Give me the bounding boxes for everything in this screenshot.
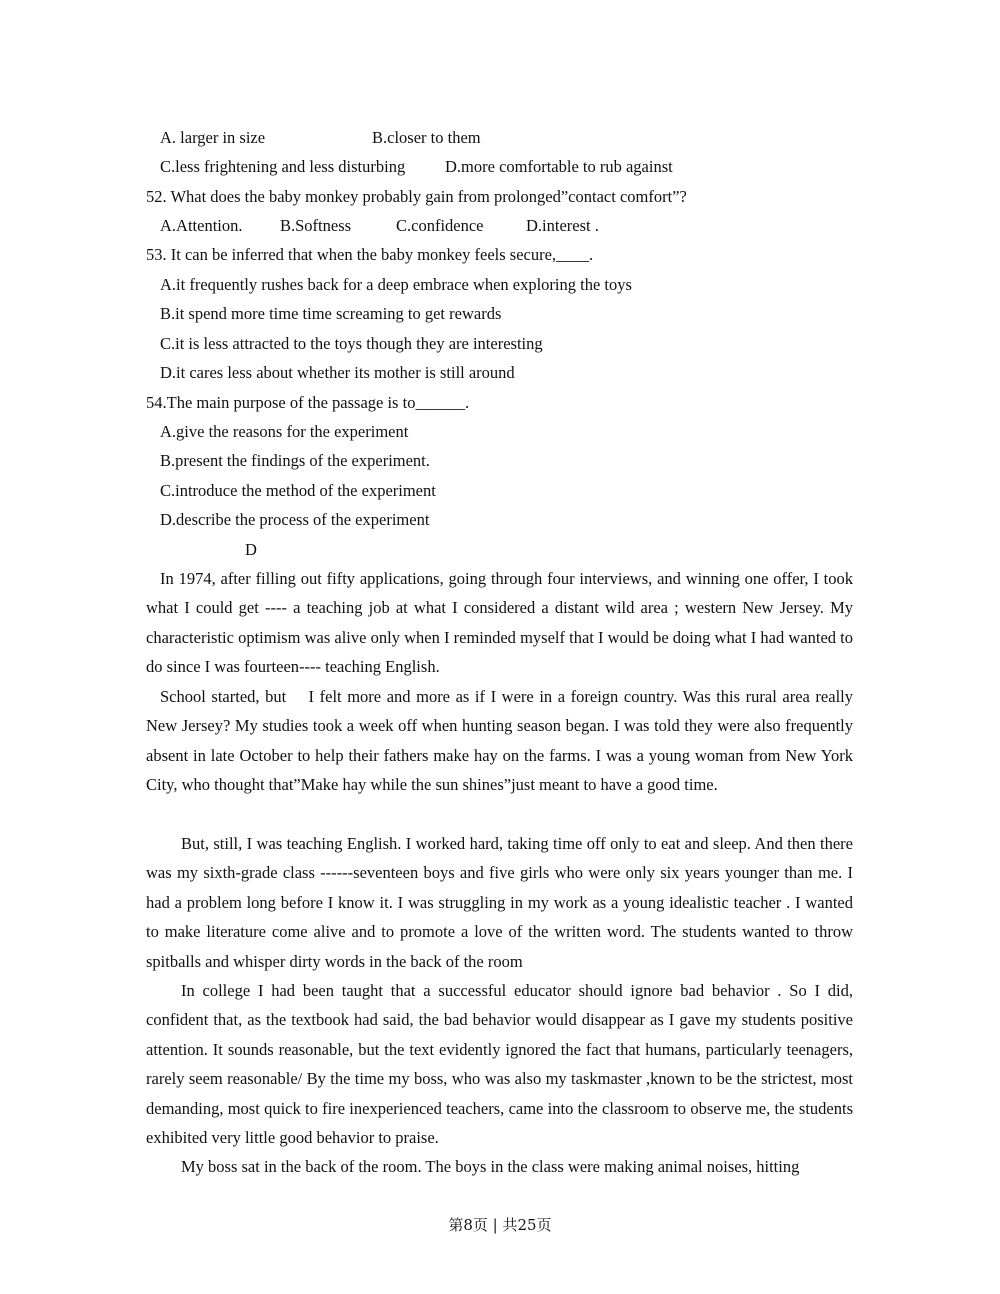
q52-stem: 52. What does the baby monkey probably gain from prolonged”contact comfort”? bbox=[146, 187, 687, 206]
q51-option-b: B.closer to them bbox=[372, 128, 481, 147]
q52-option-c: C.confidence bbox=[396, 216, 484, 235]
q54-option-b: B.present the findings of the experiment. bbox=[160, 451, 430, 470]
passage-paragraph-1: In 1974, after filling out fifty applications, going through four interviews, and winning one offer, I took what I could get ---- a teaching job at what I considered a distant wild area ; western New Jersey. My characteristic optimism was alive only when I reminded myself that I would be doing what I had wanted to do since I was fourteen---- teaching English. bbox=[146, 569, 853, 677]
q51-option-c: C.less frightening and less disturbing bbox=[160, 157, 406, 176]
q53-option-d: D.it cares less about whether its mother is still around bbox=[160, 363, 515, 382]
q52-option-b: B.Softness bbox=[280, 216, 352, 235]
q53-option-b: B.it spend more time time screaming to get rewards bbox=[160, 304, 502, 323]
q54-option-d: D.describe the process of the experiment bbox=[160, 510, 430, 529]
q54-option-a: A.give the reasons for the experiment bbox=[160, 422, 409, 441]
section-heading-d: D bbox=[245, 540, 257, 559]
q52-option-d: D.interest . bbox=[526, 216, 599, 235]
q54-option-c: C.introduce the method of the experiment bbox=[160, 481, 436, 500]
q52-option-a: A.Attention. bbox=[160, 216, 243, 235]
q53-option-a: A.it frequently rushes back for a deep embrace when exploring the toys bbox=[160, 275, 632, 294]
q51-option-a: A. larger in size bbox=[160, 128, 266, 147]
q51-option-d: D.more comfortable to rub against bbox=[445, 157, 673, 176]
q53-option-c: C.it is less attracted to the toys though they are interesting bbox=[160, 334, 543, 353]
page-footer: 第8页 | 共25页 bbox=[448, 1216, 552, 1234]
passage-paragraph-3: But, still, I was teaching English. I worked hard, taking time off only to eat and sleep. And then there was my sixth-grade class ------seventeen boys and five girls who were only six years younger than me. I had a problem long before I know it. I was struggling in my work as a young idealistic teacher . I wanted to make literature come alive and to promote a love of the written word. The students wanted to throw spitballs and whisper dirty words in the back of the room bbox=[146, 834, 853, 971]
q53-stem: 53. It can be inferred that when the baby monkey feels secure,____. bbox=[146, 245, 594, 264]
passage-paragraph-2: School started, but I felt more and more as if I were in a foreign country. Was this rural area really New Jersey? My studies took a week off when hunting season began. I was told they were also frequently absent in late October to help their fathers make hay on the farms. I was a young woman from New York City, who thought that”Make hay while the sun shines”just meant to have a good time. bbox=[146, 687, 853, 795]
q54-stem: 54.The main purpose of the passage is to______. bbox=[146, 393, 470, 412]
passage-paragraph-4: In college I had been taught that a successful educator should ignore bad behavior . So I did, confident that, as the textbook had said, the bad behavior would disappear as I gave my students positive attention. It sounds reasonable, but the text evidently ignored the fact that humans, particularly teenagers, rarely seem reasonable/ By the time my boss, who was also my taskmaster ,known to be the strictest, most demanding, most quick to fire inexperienced teachers, came into the classroom to observe me, the students exhibited very little good behavior to praise. bbox=[146, 981, 853, 1148]
passage-paragraph-5: My boss sat in the back of the room. The boys in the class were making animal noises, hitting bbox=[181, 1157, 800, 1176]
